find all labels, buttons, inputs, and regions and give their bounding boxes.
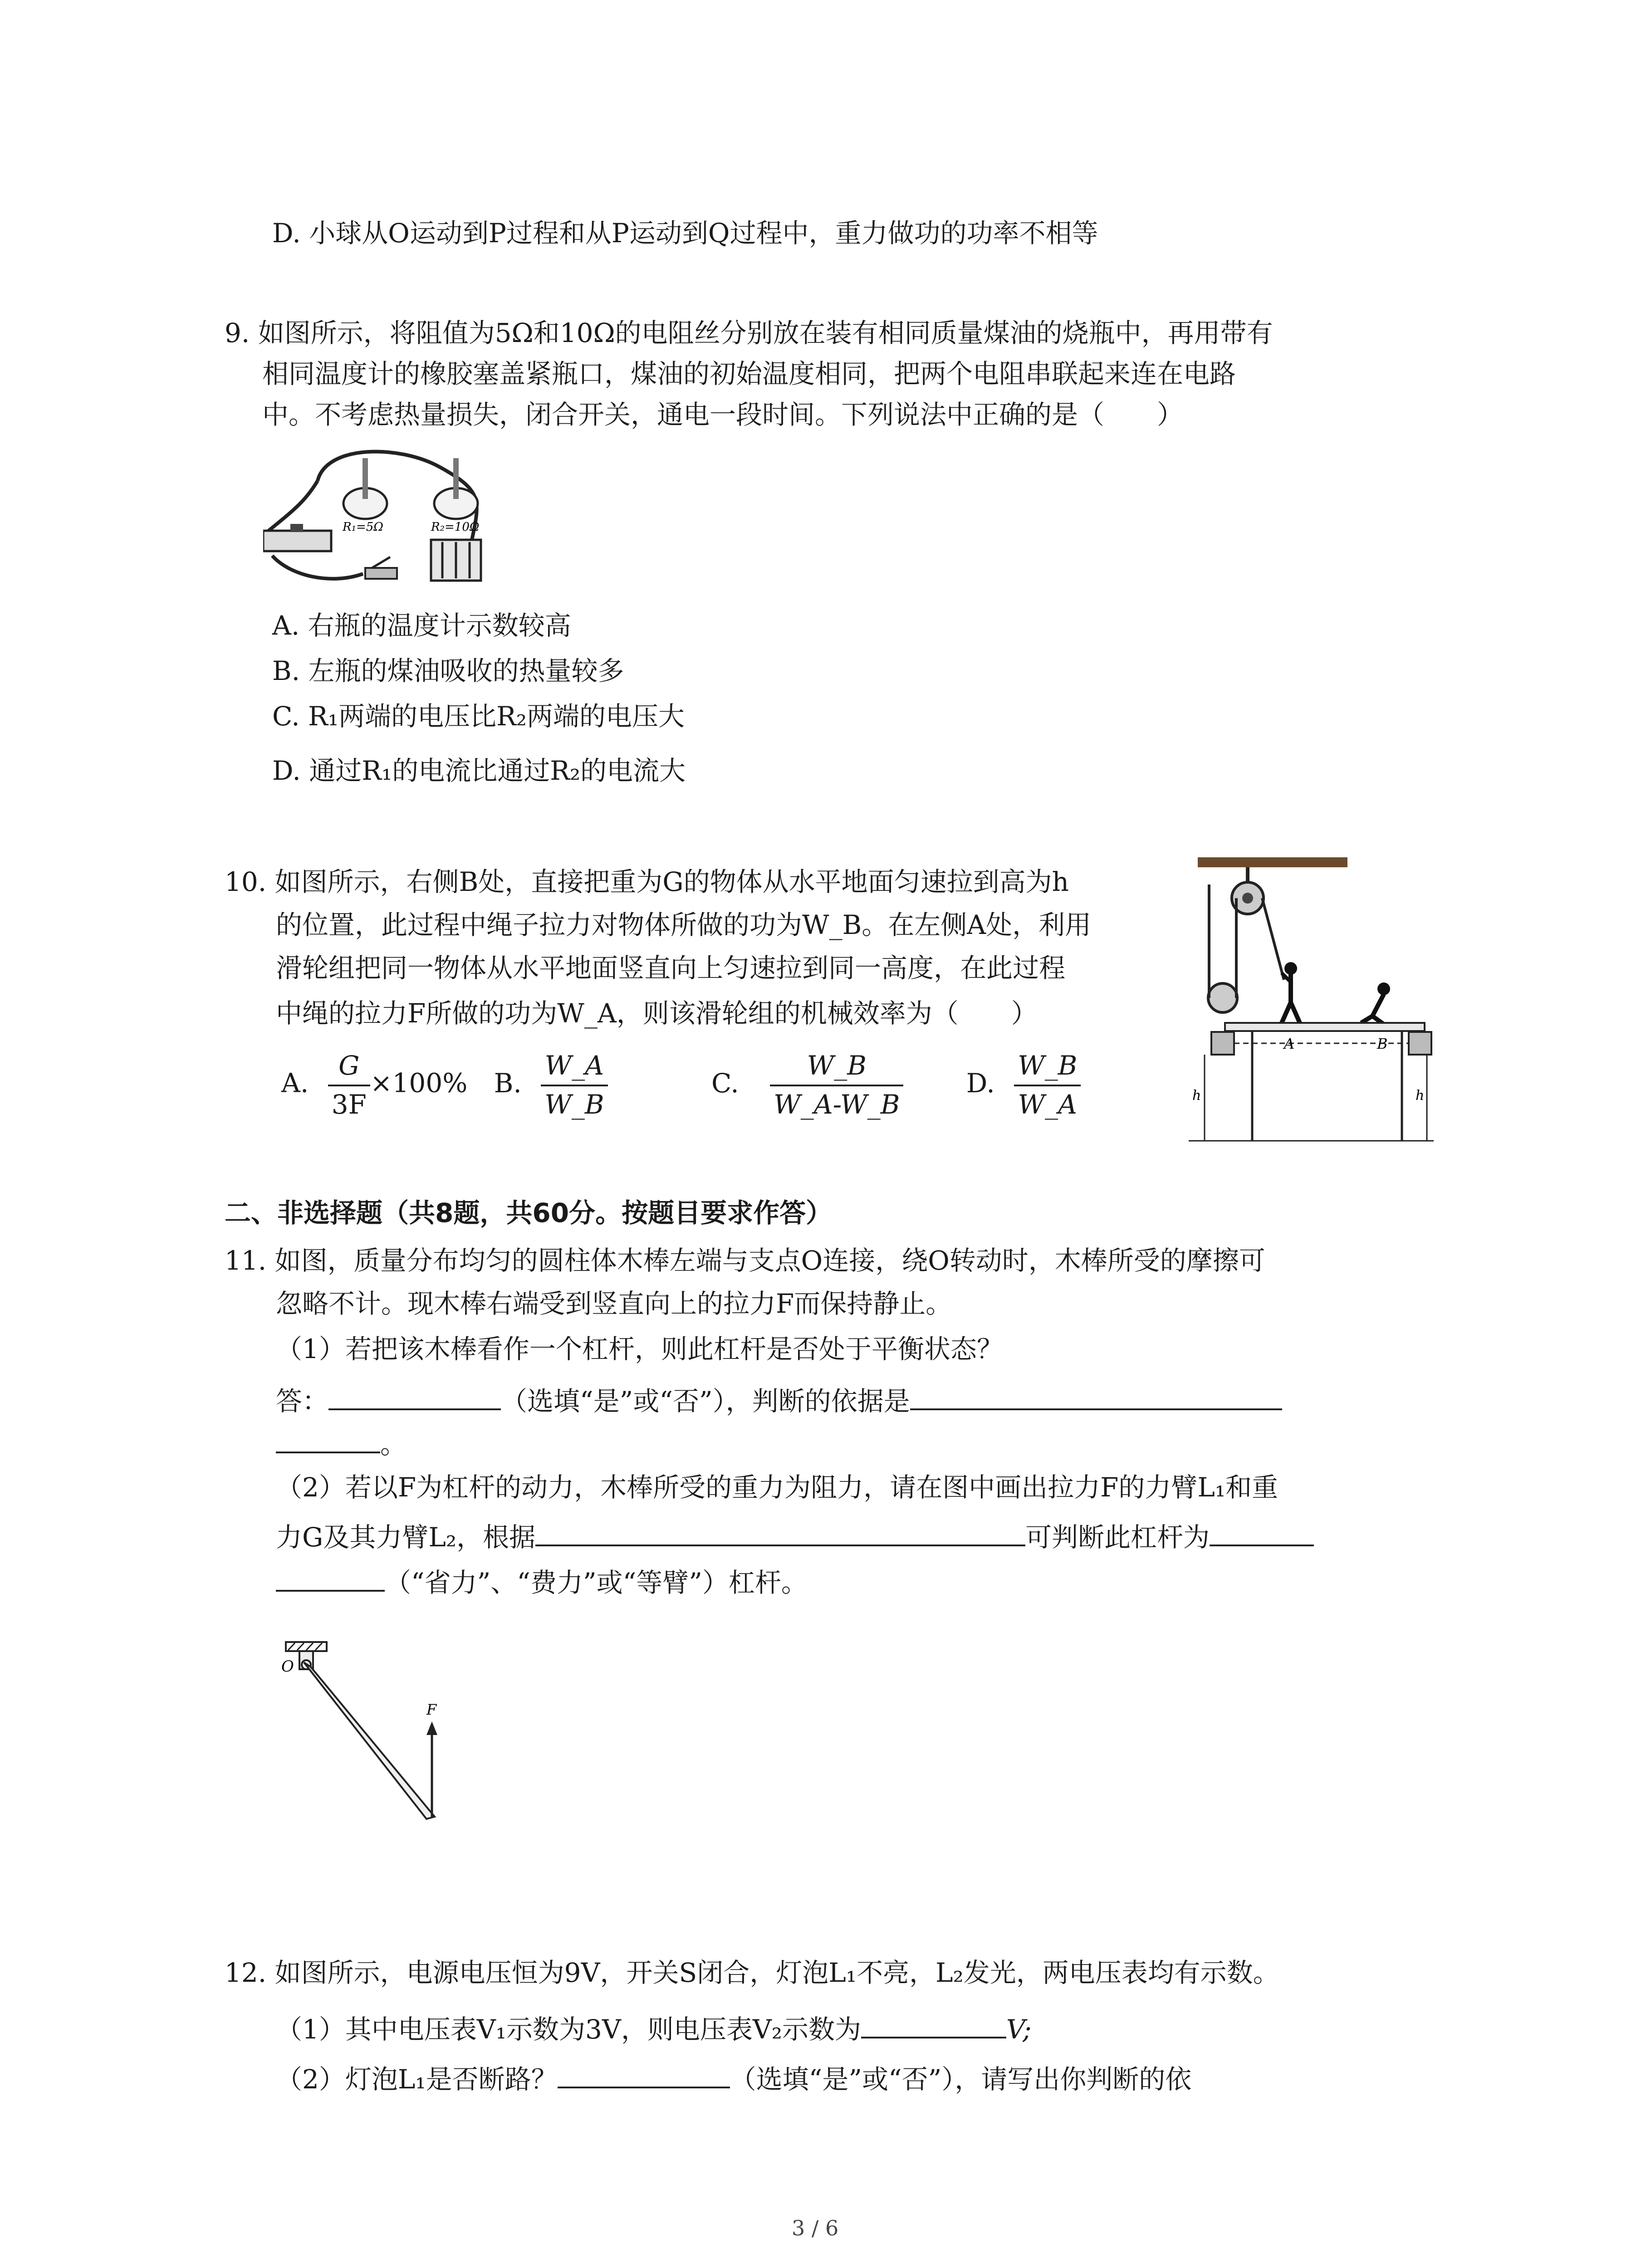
q11-part2-blank-1[interactable] [535,1517,1025,1546]
q11-part2-blank-3[interactable] [276,1563,385,1592]
q9-stem-line1: 9. 如图所示，将阻值为5Ω和10Ω的电阻丝分别放在装有相同质量煤油的烧瓶中，再用带有 [225,318,1273,348]
q10-option-c-numerator: W_B [770,1050,903,1086]
q12-part2 [276,2059,1191,2096]
q8-option-d: D. 小球从O运动到P过程和从P运动到Q过程中，重力做功的功率不相等 [272,218,1098,249]
q10-option-b-label: B. [494,1067,522,1099]
q9-switch [365,568,397,579]
q9-stem-line3: 中。不考虑热量损失，闭合开关，通电一段时间。下列说法中正确的是（ ） [262,399,1184,430]
q10-option-d-fraction [1014,1050,1081,1120]
q11-part2-line3 [276,1563,808,1599]
q11-part2-blank-2[interactable] [1210,1517,1314,1546]
q10-option-c-fraction [770,1050,903,1120]
q11-answer-blank-2[interactable] [910,1381,1282,1410]
q9-rheostat [263,531,331,551]
q10-option-c-label: C. [711,1067,739,1099]
q11-part2-line1: （2）若以F为杠杆的动力，木棒所受的重力为阻力，请在图中画出拉力F的力臂L₁和重 [276,1472,1279,1503]
q10-option-d-denominator: W_A [1018,1089,1077,1120]
q11-stem-line2: 忽略不计。现木棒右端受到竖直向上的拉力F而保持静止。 [276,1288,952,1319]
q10-ceiling-beam [1198,857,1347,867]
q10-option-d-label: D. [966,1067,995,1099]
q9-label-r2: R₂=10Ω [431,520,480,534]
q9-wire-bottom [272,556,363,579]
q9-stem-line2: 相同温度计的橡胶塞盖紧瓶口，煤油的初始温度相同，把两个电阻串联起来连在电路 [262,358,1236,389]
q10-pulley-figure [1189,853,1434,1143]
q11-answer-line [276,1381,1282,1418]
q11-answer-end: 。 [380,1429,407,1460]
q11-stem-line1: 11. 如图，质量分布均匀的圆柱体木棒左端与支点O连接，绕O转动时，木棒所受的摩擦可 [225,1245,1265,1276]
q9-option-d: D. 通过R₁的电流比通过R₂的电流大 [272,755,686,786]
q10-rope [1262,898,1284,980]
q10-label-b: B [1377,1035,1388,1052]
q9-circuit-figure [263,449,517,599]
q12-stem: 12. 如图所示，电源电压恒为9V，开关S闭合，灯泡L₁不亮，L₂发光，两电压表均有示数。 [225,1957,1279,1988]
q12-part2-prefix: （2）灯泡L₁是否断路？ [276,2064,558,2095]
q10-stem-line1: 10. 如图所示，右侧B处，直接把重为G的物体从水平地面匀速拉到高为h [225,866,1069,897]
page-number: 3 / 6 [792,2216,839,2240]
q10-label-h-right: h [1416,1088,1425,1104]
q10-option-a-tail: ×100% [370,1067,468,1099]
q10-option-b-numerator: W_A [541,1050,607,1086]
q10-option-a-fraction [328,1050,370,1120]
q10-stem-line4: 中绳的拉力F所做的功为W_A，则该滑轮组的机械效率为（ ） [276,998,1038,1029]
q9-option-b: B. 左瓶的煤油吸收的热量较多 [272,655,624,686]
q10-option-a-numerator: G [328,1050,370,1086]
q11-part2-tail: （“省力”、“费力”或“等臂”）杠杆。 [385,1567,808,1598]
q11-answer-continue [276,1424,407,1461]
q9-option-c: C. R₁两端的电压比R₂两端的电压大 [272,701,685,732]
q10-stem-line2: 的位置，此过程中绳子拉力对物体所做的功为W_B。在左侧A处，利用 [276,909,1092,940]
q10-label-a: A [1284,1035,1295,1052]
section-2-title: 二、非选择题（共8题，共60分。按题目要求作答） [225,1198,833,1228]
q10-option-a-denominator: 3F [331,1089,367,1120]
q9-thermometer-left [362,458,368,499]
q9-label-r1: R₁=5Ω [343,520,383,534]
q11-lever-figure [272,1637,463,1828]
q10-option-d-numerator: W_B [1014,1050,1081,1086]
q10-stem-line3: 滑轮组把同一物体从水平地面竖直向上匀速拉到同一高度，在此过程 [276,953,1066,983]
q11-label-o: O [281,1657,294,1676]
q12-part2-blank[interactable] [558,2059,730,2088]
q12-part1 [276,2009,1032,2046]
q9-rheostat-slider [290,524,303,532]
q10-block-a [1211,1032,1234,1055]
q10-option-b-fraction [541,1050,607,1120]
q10-option-c-denominator: W_A-W_B [774,1089,900,1120]
q10-options [281,1050,1081,1120]
q11-part1: （1）若把该木棒看作一个杠杆，则此杠杆是否处于平衡状态？ [276,1334,1003,1364]
q10-option-a-label: A. [281,1067,309,1099]
q10-option-b-denominator: W_B [544,1089,604,1120]
q10-label-h-left: h [1192,1088,1201,1104]
q11-part2-line2 [276,1517,1314,1554]
q10-person-b [1372,994,1384,1016]
q11-answer-prefix: 答： [276,1386,329,1417]
q9-option-a: A. 右瓶的温度计示数较高 [272,610,571,641]
q12-part1-blank[interactable] [861,2009,1006,2038]
q10-platform [1225,1023,1425,1031]
q11-part2-mid: 可判断此杠杆为 [1025,1522,1210,1553]
q12-part1-suffix: V; [1006,2014,1032,2045]
q11-answer-mid: （选填“是”或“否”），判断的依据是 [501,1386,910,1417]
q11-rod [304,1662,435,1819]
q11-label-f: F [426,1701,437,1718]
q11-part2-prefix: 力G及其力臂L₂，根据 [276,1522,536,1553]
q10-block-b [1409,1032,1431,1055]
q12-part2-suffix: （选填“是”或“否”），请写出你判断的依 [730,2064,1192,2095]
q11-answer-blank-1[interactable] [328,1381,501,1410]
q10-movable-pulley [1208,983,1237,1012]
q12-part1-prefix: （1）其中电压表V₁示数为3V，则电压表V₂示数为 [276,2014,861,2045]
q11-answer-blank-3[interactable] [276,1424,380,1453]
q9-thermometer-right [453,458,459,499]
